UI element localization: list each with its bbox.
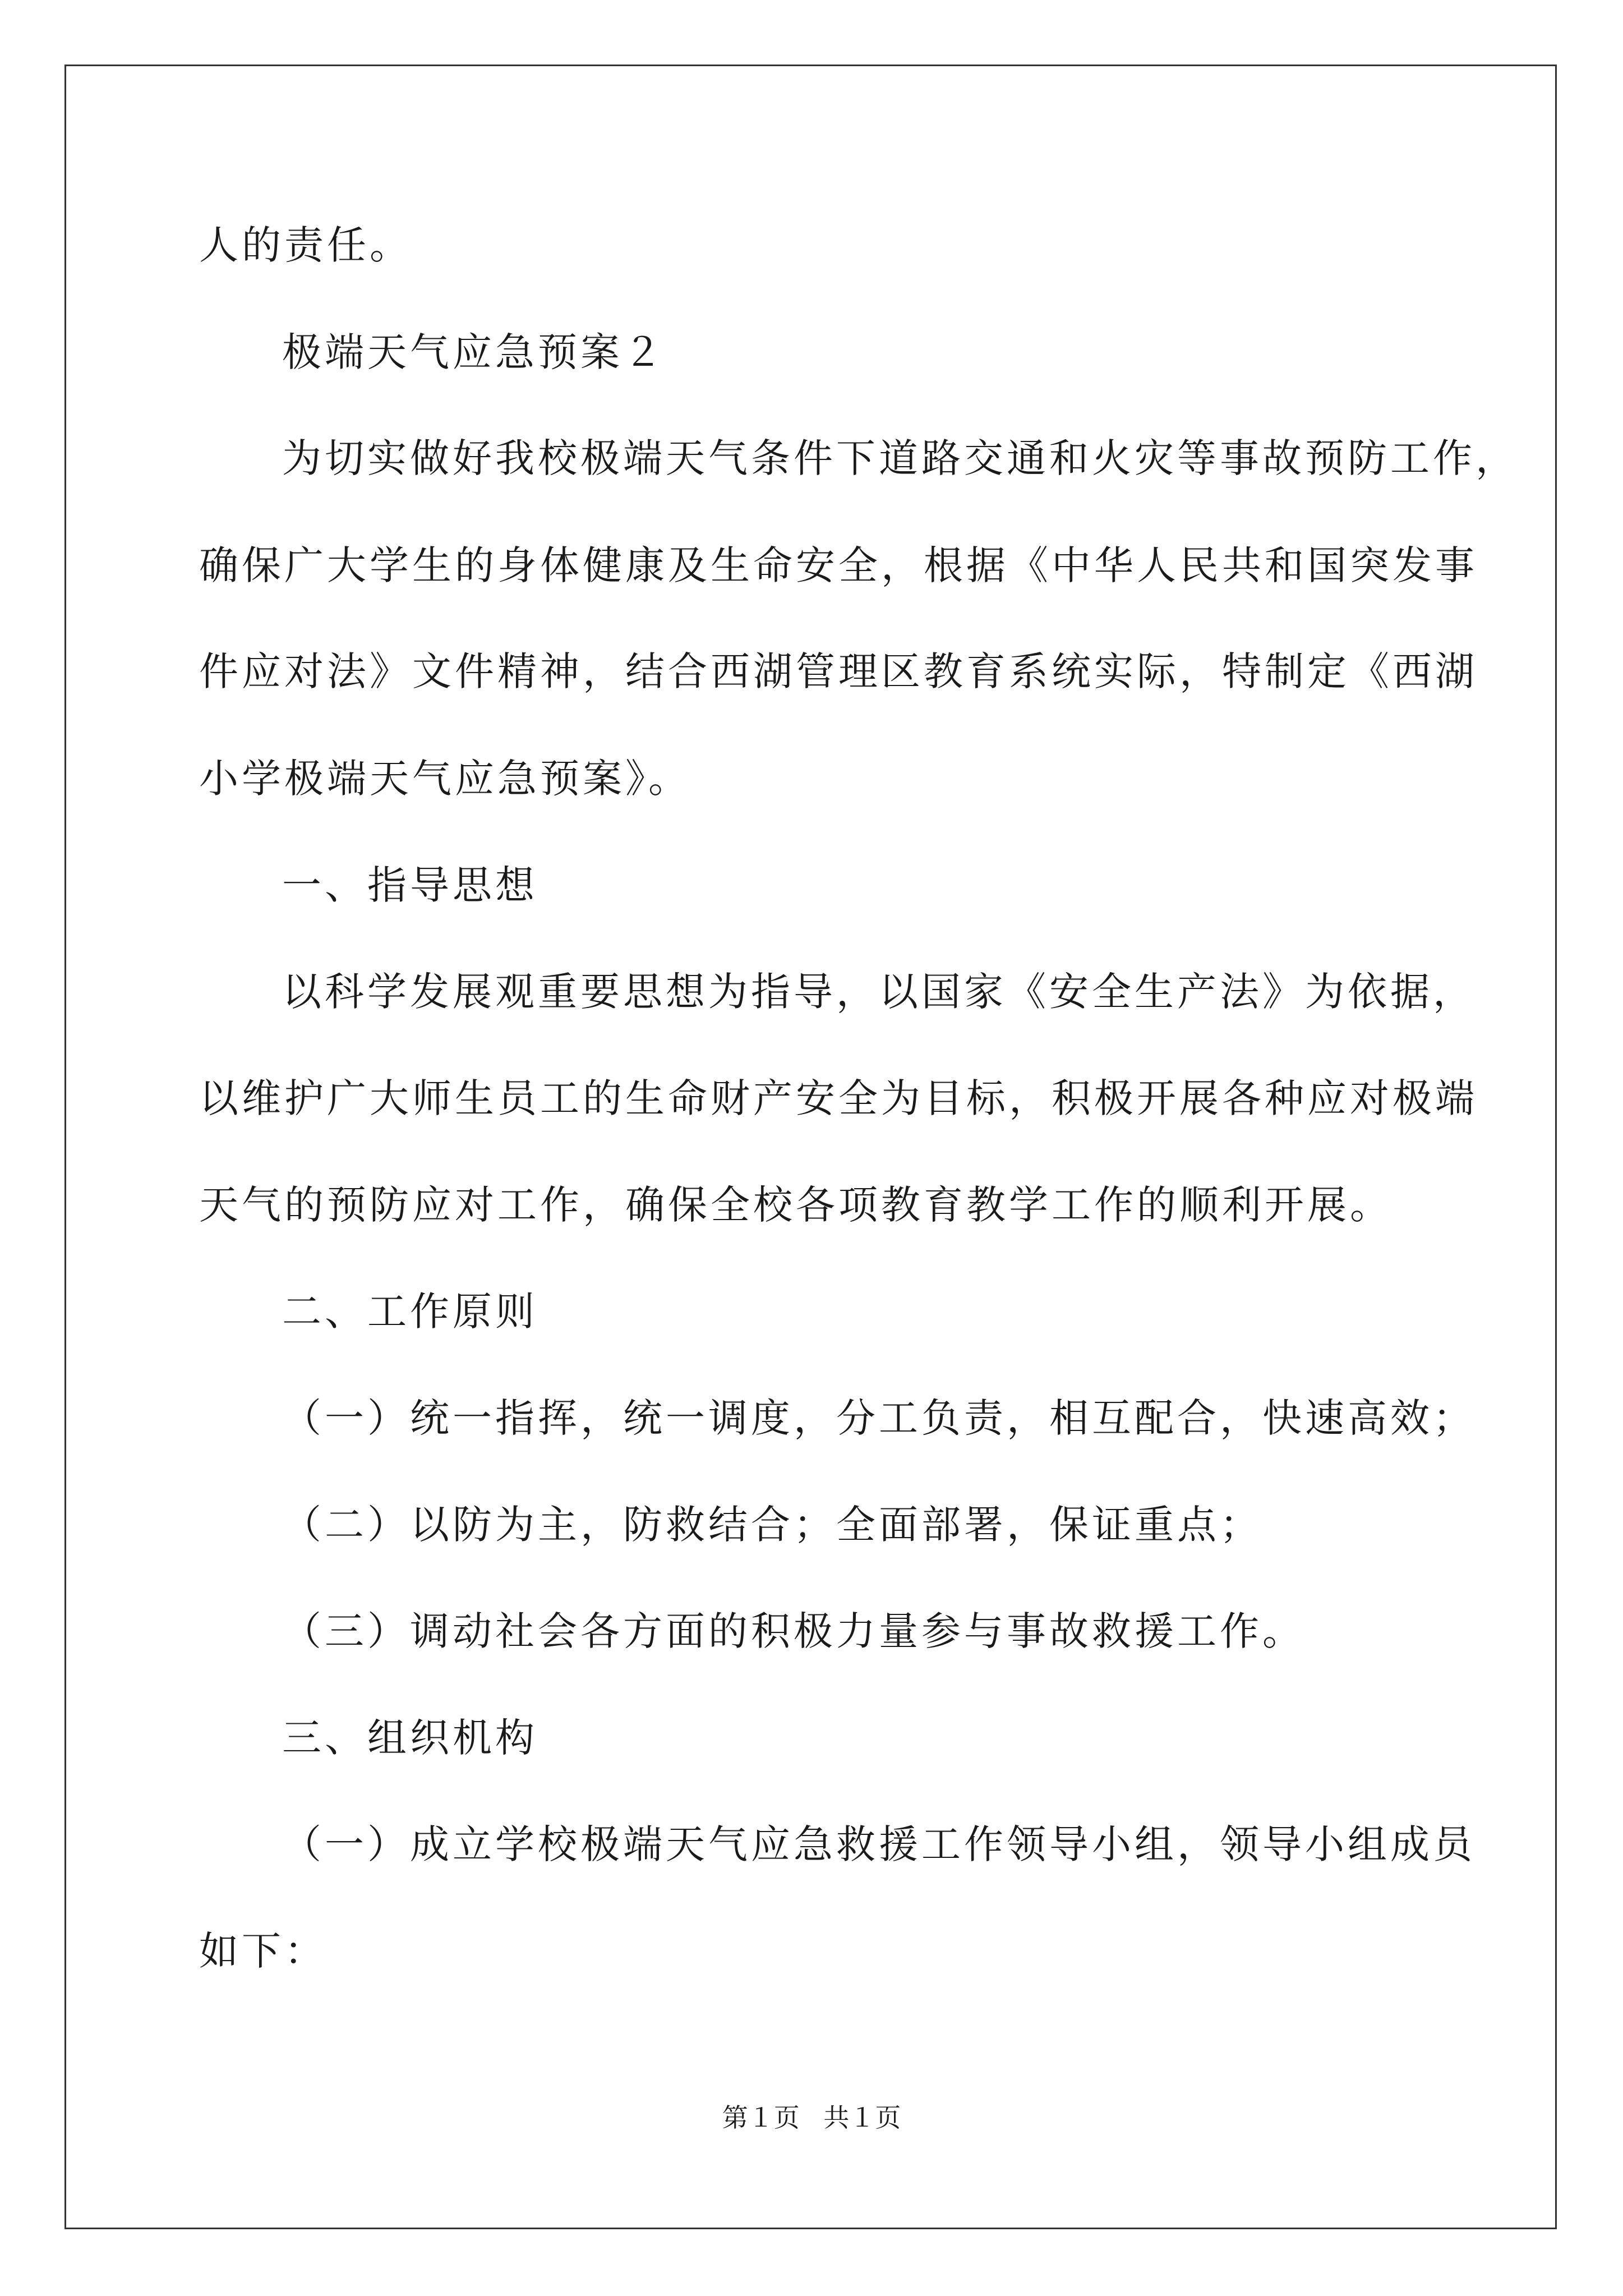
text-line: 天气的预防应对工作，确保全校各项教育教学工作的顺利开展。 <box>199 1182 1393 1228</box>
text-line: （一）成立学校极端天气应急救援工作领导小组，领导小组成员 <box>282 1821 1476 1867</box>
page-footer <box>0 2101 1623 2134</box>
heading-organization: 三、组织机构 <box>282 1715 538 1761</box>
page-number-current: 第１页 <box>722 2102 800 2133</box>
text-line: （二）以防为主，防救结合；全面部署，保证重点； <box>282 1502 1262 1548</box>
text-line: 件应对法》文件精神，结合西湖管理区教育系统实际，特制定《西湖 <box>199 648 1478 694</box>
page-border <box>64 65 1557 2229</box>
text-line: 人的责任。 <box>199 222 412 268</box>
page-number-total: 共１页 <box>823 2102 901 2133</box>
heading-guiding-ideology: 一、指导思想 <box>282 862 538 908</box>
text-line: 小学极端天气应急预案》。 <box>199 756 691 802</box>
text-line: 以维护广大师生员工的生命财产安全为目标，积极开展各种应对极端 <box>199 1075 1478 1121</box>
text-line: （一）统一指挥，统一调度，分工负责，相互配合，快速高效； <box>282 1395 1476 1441</box>
section-title: 极端天气应急预案２ <box>282 329 666 375</box>
text-line: 确保广大学生的身体健康及生命安全，根据《中华人民共和国突发事 <box>199 542 1478 588</box>
text-line: （三）调动社会各方面的积极力量参与事故救援工作。 <box>282 1608 1305 1654</box>
text-line: 以科学发展观重要思想为指导，以国家《安全生产法》为依据， <box>282 969 1476 1015</box>
text-line: 为切实做好我校极端天气条件下道路交通和火灾等事故预防工作， <box>282 435 1518 481</box>
text-line: 如下： <box>199 1928 327 1974</box>
heading-work-principles: 二、工作原则 <box>282 1289 538 1335</box>
